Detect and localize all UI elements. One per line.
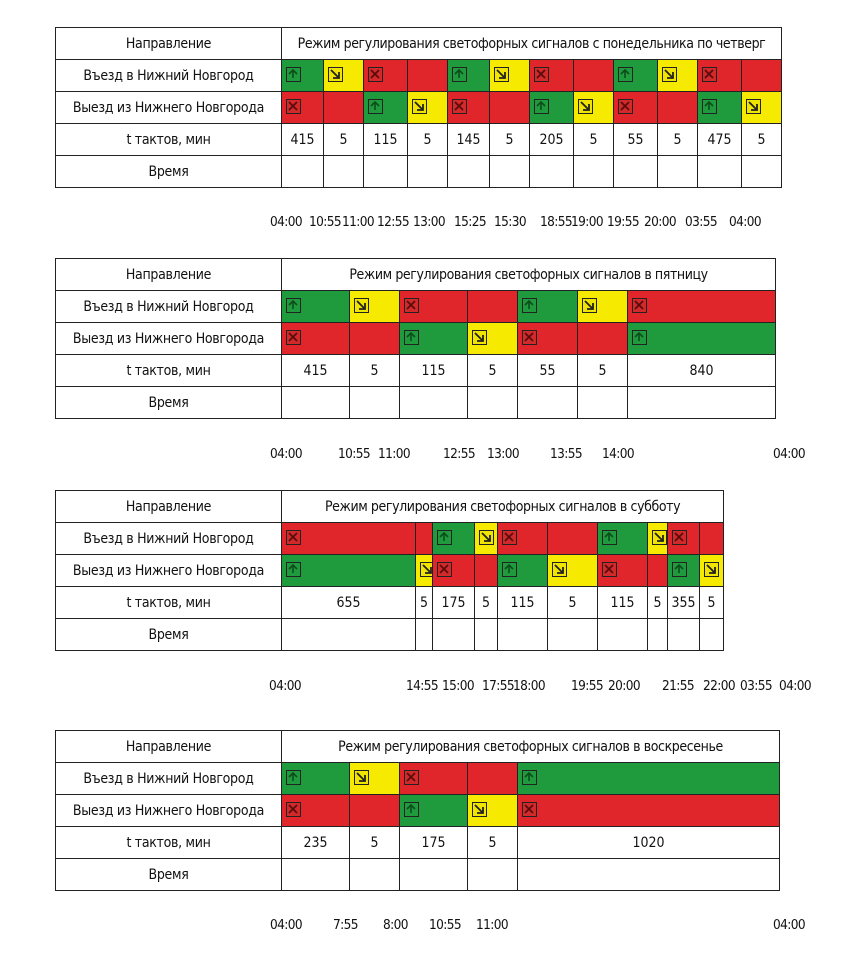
time-mark: 15:00 xyxy=(442,678,474,694)
time-cell xyxy=(416,619,433,651)
entry-row xyxy=(56,291,776,323)
duration-cell: 5 xyxy=(548,587,598,619)
green-signal-icon xyxy=(602,530,617,545)
time-cell xyxy=(324,156,364,188)
duration-cell: 5 xyxy=(475,587,498,619)
duration-cell: 55 xyxy=(518,355,578,387)
entry-row-cell-2-yellow xyxy=(350,291,400,323)
time-cell xyxy=(282,859,350,891)
direction-header: Направление xyxy=(56,491,282,523)
header-row xyxy=(56,491,724,523)
duration-cell: 1020 xyxy=(518,827,780,859)
red-signal-icon xyxy=(437,562,452,577)
entry-row-label: Въезд в Нижний Новгород xyxy=(56,763,282,795)
green-signal-icon xyxy=(522,770,537,785)
entry-row-cell-2-yellow xyxy=(324,60,364,92)
red-signal-icon xyxy=(522,802,537,817)
time-cell xyxy=(490,156,530,188)
duration-cell: 115 xyxy=(598,587,648,619)
entry-row-cell-10-red xyxy=(700,523,724,555)
green-signal-icon xyxy=(404,802,419,817)
entry-row-cell-12-red xyxy=(742,60,782,92)
time-cell xyxy=(468,387,518,419)
entry-row-cell-4-red xyxy=(468,291,518,323)
time-mark: 12:55 xyxy=(443,446,475,462)
time-row xyxy=(56,859,780,891)
exit-row-cell-5-red xyxy=(518,323,578,355)
yellow-signal-icon xyxy=(582,298,597,313)
time-cell xyxy=(614,156,658,188)
time-cell xyxy=(598,619,648,651)
durations-label: t тактов, мин xyxy=(56,587,282,619)
direction-header: Направление xyxy=(56,28,282,60)
time-mark: 04:00 xyxy=(270,446,302,462)
time-cell xyxy=(282,387,350,419)
schedule-title: Режим регулирования светофорных сигналов в воскресенье xyxy=(282,731,780,763)
time-cell xyxy=(408,156,448,188)
duration-cell: 5 xyxy=(350,827,400,859)
time-cell xyxy=(648,619,668,651)
duration-cell: 5 xyxy=(350,355,400,387)
exit-row-cell-7-green xyxy=(628,323,776,355)
time-cell xyxy=(448,156,490,188)
exit-row-cell-4-yellow xyxy=(468,323,518,355)
entry-row-cell-7-green xyxy=(598,523,648,555)
entry-row-cell-8-red xyxy=(574,60,614,92)
green-signal-icon xyxy=(672,562,687,577)
time-mark: 19:55 xyxy=(571,678,603,694)
schedule-grid xyxy=(55,730,780,891)
exit-row-cell-4-yellow xyxy=(408,92,448,124)
yellow-signal-icon xyxy=(328,67,343,82)
entry-row-cell-4-yellow xyxy=(475,523,498,555)
time-cell xyxy=(530,156,574,188)
time-cell xyxy=(698,156,742,188)
time-mark: 19:55 xyxy=(607,214,639,230)
time-mark: 04:00 xyxy=(270,214,302,230)
yellow-signal-icon xyxy=(472,802,487,817)
yellow-signal-icon xyxy=(662,67,677,82)
time-cell xyxy=(475,619,498,651)
schedule-title: Режим регулирования светофорных сигналов с понедельника по четверг xyxy=(282,28,782,60)
duration-cell: 5 xyxy=(416,587,433,619)
durations-label: t тактов, мин xyxy=(56,355,282,387)
duration-cell: 355 xyxy=(668,587,700,619)
entry-row-cell-8-yellow xyxy=(648,523,668,555)
exit-row-cell-4-yellow xyxy=(468,795,518,827)
time-label: Время xyxy=(56,859,282,891)
time-mark: 11:00 xyxy=(476,917,508,933)
duration-cell: 235 xyxy=(282,827,350,859)
red-signal-icon xyxy=(404,770,419,785)
time-cell xyxy=(498,619,548,651)
time-axis xyxy=(0,917,865,935)
duration-cell: 840 xyxy=(628,355,776,387)
entry-row-cell-3-red xyxy=(400,763,468,795)
time-cell xyxy=(400,859,468,891)
yellow-signal-icon xyxy=(412,99,427,114)
schedule-title: Режим регулирования светофорных сигналов в субботу xyxy=(282,491,724,523)
schedule-title: Режим регулирования светофорных сигналов в пятницу xyxy=(282,259,776,291)
entry-row-cell-3-red xyxy=(400,291,468,323)
green-signal-icon xyxy=(522,298,537,313)
schedule-grid xyxy=(55,490,724,651)
entry-row-cell-5-green xyxy=(448,60,490,92)
time-mark: 15:25 xyxy=(454,214,486,230)
durations-row xyxy=(56,124,782,156)
entry-row-cell-10-yellow xyxy=(658,60,698,92)
time-cell xyxy=(350,859,400,891)
time-mark: 04:00 xyxy=(729,214,761,230)
time-mark: 8:00 xyxy=(383,917,408,933)
time-mark: 18:00 xyxy=(513,678,545,694)
yellow-signal-icon xyxy=(354,770,369,785)
red-signal-icon xyxy=(404,298,419,313)
green-signal-icon xyxy=(368,99,383,114)
entry-row xyxy=(56,60,782,92)
time-mark: 22:00 xyxy=(703,678,735,694)
time-cell xyxy=(548,619,598,651)
green-signal-icon xyxy=(437,530,452,545)
time-label: Время xyxy=(56,387,282,419)
entry-row-cell-1-green xyxy=(282,291,350,323)
exit-row-cell-3-green xyxy=(400,323,468,355)
green-signal-icon xyxy=(286,770,301,785)
direction-header: Направление xyxy=(56,731,282,763)
entry-row xyxy=(56,523,724,555)
exit-row-cell-2-red xyxy=(350,795,400,827)
red-signal-icon xyxy=(534,67,549,82)
time-cell xyxy=(742,156,782,188)
green-signal-icon xyxy=(404,330,419,345)
exit-row-cell-6-red xyxy=(578,323,628,355)
time-mark: 10:55 xyxy=(309,214,341,230)
time-mark: 18:55 xyxy=(540,214,572,230)
time-row xyxy=(56,619,724,651)
green-signal-icon xyxy=(702,99,717,114)
yellow-signal-icon xyxy=(420,562,433,577)
time-mark: 14:55 xyxy=(406,678,438,694)
schedule-table-1 xyxy=(55,27,782,188)
duration-cell: 145 xyxy=(448,124,490,156)
time-mark: 04:00 xyxy=(773,917,805,933)
time-cell xyxy=(518,387,578,419)
yellow-signal-icon xyxy=(479,530,494,545)
exit-row xyxy=(56,92,782,124)
exit-row-cell-12-yellow xyxy=(742,92,782,124)
entry-row-cell-6-yellow xyxy=(578,291,628,323)
duration-cell: 5 xyxy=(468,827,518,859)
header-row xyxy=(56,259,776,291)
time-mark: 13:00 xyxy=(413,214,445,230)
duration-cell: 5 xyxy=(700,587,724,619)
time-mark: 11:00 xyxy=(342,214,374,230)
time-mark: 19:00 xyxy=(571,214,603,230)
exit-row-cell-2-red xyxy=(324,92,364,124)
schedule-table-3 xyxy=(55,490,724,651)
duration-cell: 115 xyxy=(498,587,548,619)
red-signal-icon xyxy=(502,530,517,545)
time-mark: 15:30 xyxy=(494,214,526,230)
exit-row-label: Выезд из Нижнего Новгорода xyxy=(56,92,282,124)
exit-row-label: Выезд из Нижнего Новгорода xyxy=(56,555,282,587)
red-signal-icon xyxy=(672,530,687,545)
time-mark: 21:55 xyxy=(662,678,694,694)
time-label: Время xyxy=(56,156,282,188)
yellow-signal-icon xyxy=(652,530,667,545)
exit-row-cell-6-red xyxy=(490,92,530,124)
entry-row-cell-7-red xyxy=(628,291,776,323)
time-mark: 17:55 xyxy=(482,678,514,694)
time-cell xyxy=(400,387,468,419)
green-signal-icon xyxy=(502,562,517,577)
red-signal-icon xyxy=(618,99,633,114)
time-mark: 04:00 xyxy=(773,446,805,462)
time-mark: 04:00 xyxy=(779,678,811,694)
duration-cell: 115 xyxy=(364,124,408,156)
exit-row-cell-6-yellow xyxy=(548,555,598,587)
exit-row-cell-11-green xyxy=(698,92,742,124)
time-mark: 10:55 xyxy=(338,446,370,462)
time-row xyxy=(56,387,776,419)
exit-row-cell-3-green xyxy=(400,795,468,827)
red-signal-icon xyxy=(632,298,647,313)
exit-row-cell-4-red xyxy=(475,555,498,587)
entry-row-cell-1-red xyxy=(282,523,416,555)
duration-cell: 415 xyxy=(282,355,350,387)
yellow-signal-icon xyxy=(746,99,761,114)
exit-row xyxy=(56,795,780,827)
header-row xyxy=(56,731,780,763)
exit-row-cell-8-red xyxy=(648,555,668,587)
schedule-table-2 xyxy=(55,258,776,419)
green-signal-icon xyxy=(452,67,467,82)
yellow-signal-icon xyxy=(472,330,487,345)
red-signal-icon xyxy=(702,67,717,82)
red-signal-icon xyxy=(286,530,301,545)
yellow-signal-icon xyxy=(578,99,593,114)
entry-row-cell-4-red xyxy=(408,60,448,92)
red-signal-icon xyxy=(522,330,537,345)
entry-row-label: Въезд в Нижний Новгород xyxy=(56,291,282,323)
entry-row-cell-5-red xyxy=(498,523,548,555)
red-signal-icon xyxy=(452,99,467,114)
entry-row-cell-3-green xyxy=(433,523,475,555)
yellow-signal-icon xyxy=(354,298,369,313)
duration-cell: 175 xyxy=(433,587,475,619)
exit-row-cell-10-yellow xyxy=(700,555,724,587)
green-signal-icon xyxy=(286,562,301,577)
green-signal-icon xyxy=(286,67,301,82)
exit-row-cell-5-green xyxy=(498,555,548,587)
time-cell xyxy=(364,156,408,188)
duration-cell: 5 xyxy=(578,355,628,387)
header-row xyxy=(56,28,782,60)
durations-row xyxy=(56,827,780,859)
time-cell xyxy=(518,859,780,891)
time-axis xyxy=(0,214,865,232)
green-signal-icon xyxy=(534,99,549,114)
duration-cell: 5 xyxy=(490,124,530,156)
exit-row-cell-1-red xyxy=(282,323,350,355)
entry-row-cell-6-yellow xyxy=(490,60,530,92)
duration-cell: 5 xyxy=(408,124,448,156)
duration-cell: 55 xyxy=(614,124,658,156)
time-mark: 03:55 xyxy=(740,678,772,694)
schedule-table-4 xyxy=(55,730,780,891)
time-mark: 10:55 xyxy=(429,917,461,933)
entry-row-cell-3-red xyxy=(364,60,408,92)
entry-row-cell-5-green xyxy=(518,291,578,323)
entry-row-cell-7-red xyxy=(530,60,574,92)
schedule-grid xyxy=(55,27,782,188)
red-signal-icon xyxy=(602,562,617,577)
time-mark: 13:00 xyxy=(487,446,519,462)
red-signal-icon xyxy=(286,330,301,345)
exit-row-label: Выезд из Нижнего Новгорода xyxy=(56,795,282,827)
time-axis xyxy=(0,446,865,464)
exit-row-cell-5-red xyxy=(518,795,780,827)
duration-cell: 205 xyxy=(530,124,574,156)
duration-cell: 5 xyxy=(468,355,518,387)
duration-cell: 5 xyxy=(324,124,364,156)
time-cell xyxy=(433,619,475,651)
time-mark: 04:00 xyxy=(269,678,301,694)
red-signal-icon xyxy=(286,99,301,114)
green-signal-icon xyxy=(632,330,647,345)
duration-cell: 655 xyxy=(282,587,416,619)
durations-row xyxy=(56,587,724,619)
yellow-signal-icon xyxy=(494,67,509,82)
exit-row-cell-2-red xyxy=(350,323,400,355)
entry-row-cell-2-red xyxy=(416,523,433,555)
time-cell xyxy=(628,387,776,419)
time-cell xyxy=(700,619,724,651)
durations-row xyxy=(56,355,776,387)
yellow-signal-icon xyxy=(704,562,719,577)
exit-row-cell-1-green xyxy=(282,555,416,587)
entry-row-cell-6-red xyxy=(548,523,598,555)
time-mark: 12:55 xyxy=(377,214,409,230)
time-axis xyxy=(0,678,865,696)
entry-row-cell-1-green xyxy=(282,60,324,92)
duration-cell: 5 xyxy=(648,587,668,619)
duration-cell: 5 xyxy=(574,124,614,156)
duration-cell: 475 xyxy=(698,124,742,156)
exit-row-cell-2-yellow xyxy=(416,555,433,587)
entry-row-cell-11-red xyxy=(698,60,742,92)
schedule-grid xyxy=(55,258,776,419)
time-mark: 11:00 xyxy=(378,446,410,462)
duration-cell: 415 xyxy=(282,124,324,156)
time-cell xyxy=(282,156,324,188)
exit-row-cell-10-red xyxy=(658,92,698,124)
exit-row-label: Выезд из Нижнего Новгорода xyxy=(56,323,282,355)
exit-row-cell-3-red xyxy=(433,555,475,587)
entry-row-label: Въезд в Нижний Новгород xyxy=(56,60,282,92)
time-mark: 7:55 xyxy=(333,917,358,933)
red-signal-icon xyxy=(286,802,301,817)
entry-row-cell-1-green xyxy=(282,763,350,795)
entry-row-cell-9-red xyxy=(668,523,700,555)
duration-cell: 115 xyxy=(400,355,468,387)
exit-row-cell-7-green xyxy=(530,92,574,124)
yellow-signal-icon xyxy=(552,562,567,577)
durations-label: t тактов, мин xyxy=(56,827,282,859)
time-cell xyxy=(658,156,698,188)
time-mark: 14:00 xyxy=(602,446,634,462)
exit-row-cell-9-green xyxy=(668,555,700,587)
time-mark: 03:55 xyxy=(685,214,717,230)
exit-row xyxy=(56,323,776,355)
duration-cell: 175 xyxy=(400,827,468,859)
green-signal-icon xyxy=(286,298,301,313)
entry-row xyxy=(56,763,780,795)
exit-row-cell-5-red xyxy=(448,92,490,124)
entry-row-cell-9-green xyxy=(614,60,658,92)
time-mark: 20:00 xyxy=(608,678,640,694)
duration-cell: 5 xyxy=(742,124,782,156)
durations-label: t тактов, мин xyxy=(56,124,282,156)
green-signal-icon xyxy=(618,67,633,82)
time-cell xyxy=(282,619,416,651)
exit-row-cell-1-red xyxy=(282,92,324,124)
time-cell xyxy=(668,619,700,651)
exit-row-cell-8-yellow xyxy=(574,92,614,124)
time-cell xyxy=(468,859,518,891)
time-cell xyxy=(574,156,614,188)
direction-header: Направление xyxy=(56,259,282,291)
entry-row-cell-2-yellow xyxy=(350,763,400,795)
entry-row-label: Въезд в Нижний Новгород xyxy=(56,523,282,555)
exit-row-cell-3-green xyxy=(364,92,408,124)
exit-row-cell-7-red xyxy=(598,555,648,587)
duration-cell: 5 xyxy=(658,124,698,156)
entry-row-cell-4-red xyxy=(468,763,518,795)
time-mark: 04:00 xyxy=(270,917,302,933)
red-signal-icon xyxy=(368,67,383,82)
time-cell xyxy=(350,387,400,419)
exit-row xyxy=(56,555,724,587)
time-mark: 20:00 xyxy=(644,214,676,230)
time-row xyxy=(56,156,782,188)
time-mark: 13:55 xyxy=(550,446,582,462)
time-label: Время xyxy=(56,619,282,651)
exit-row-cell-1-red xyxy=(282,795,350,827)
entry-row-cell-5-green xyxy=(518,763,780,795)
time-cell xyxy=(578,387,628,419)
exit-row-cell-9-red xyxy=(614,92,658,124)
